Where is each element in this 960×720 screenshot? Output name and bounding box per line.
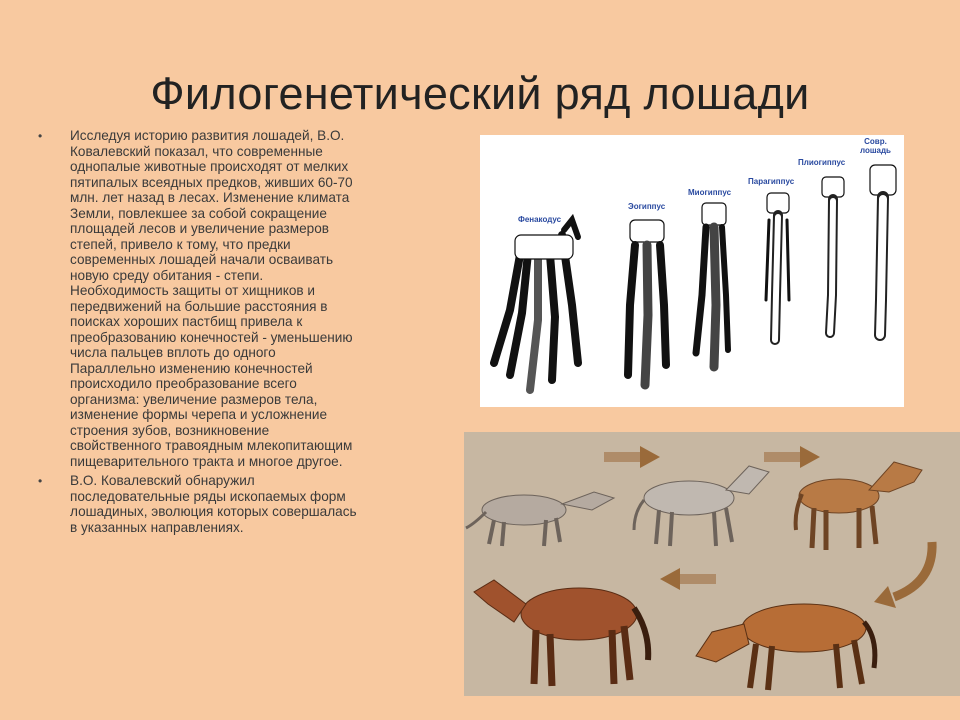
bullet-list — [38, 128, 418, 539]
bullet-text: Исследуя историю развития лошадей, В.О. Ковалевский показал, что современные однопалые животные происходят от мелких пятипалых всеядных предков, живших 60-70 млн. лет назад в лесах. Изменение климата Земли, повлекшее за собой сокращение площадей лесов и увеличение размеров степей, привело к тому, что предки современных лошадей начали осваивать новую среду обитания - степи. Необходимость защиты от хищников и передвижений на большие расстояния в поисках хороших пастбищ привела к преобразованию конечностей - уменьшению числа пальцев вплоть до одного Параллельно изменению конечностей происходило преобразование всего организма: увеличение размеров тела, изменение формы черепа и усложнение строения зубов, возникновение свойственного травоядным млекопитающим пищеварительного тракта и многое другое. — [70, 128, 353, 469]
animal-merychippus — [796, 462, 922, 550]
parahippus-limb — [766, 193, 789, 340]
label-phenacodus: Фенакодус — [518, 215, 562, 224]
animal-mesohippus — [634, 466, 769, 546]
phenacodus-limb — [494, 220, 578, 390]
arrow-curved-head — [874, 586, 896, 608]
animal-eohippus — [466, 492, 614, 546]
miohippus-limb — [696, 203, 728, 367]
modern-horse-limb — [870, 165, 896, 335]
eohippus-limb — [628, 220, 666, 385]
slide-title: Филогенетический ряд лошади — [150, 68, 810, 119]
bullet-item — [38, 473, 418, 535]
horse-evolution-drawing — [464, 432, 960, 696]
bullet-item — [38, 128, 418, 469]
arrow-left — [660, 568, 716, 590]
bullet-marker: • — [38, 474, 43, 488]
bullet-marker: • — [38, 129, 43, 143]
pliohippus-limb — [822, 177, 844, 333]
limb-skeletons-figure — [480, 135, 904, 407]
animal-pliohippus — [696, 604, 875, 690]
limb-skeletons-drawing — [480, 135, 904, 407]
label-pliohippus: Плиогиппус — [798, 158, 846, 167]
arrow-right-2 — [764, 446, 820, 468]
horse-evolution-figure — [464, 432, 960, 696]
arrow-right-1 — [604, 446, 660, 468]
label-parahippus: Парагиппус — [748, 177, 795, 186]
animal-equus — [474, 580, 648, 686]
bullet-text: В.О. Ковалевский обнаружил последовательные ряды ископаемых форм лошадиных, эволюция которых совершалась в указанных направлениях. — [70, 473, 357, 535]
arrow-curved — [894, 542, 932, 597]
label-modern-horse: Совр. лошадь — [860, 137, 891, 155]
label-eohippus: Эогиппус — [628, 202, 666, 211]
label-miohippus: Миогиппус — [688, 188, 732, 197]
